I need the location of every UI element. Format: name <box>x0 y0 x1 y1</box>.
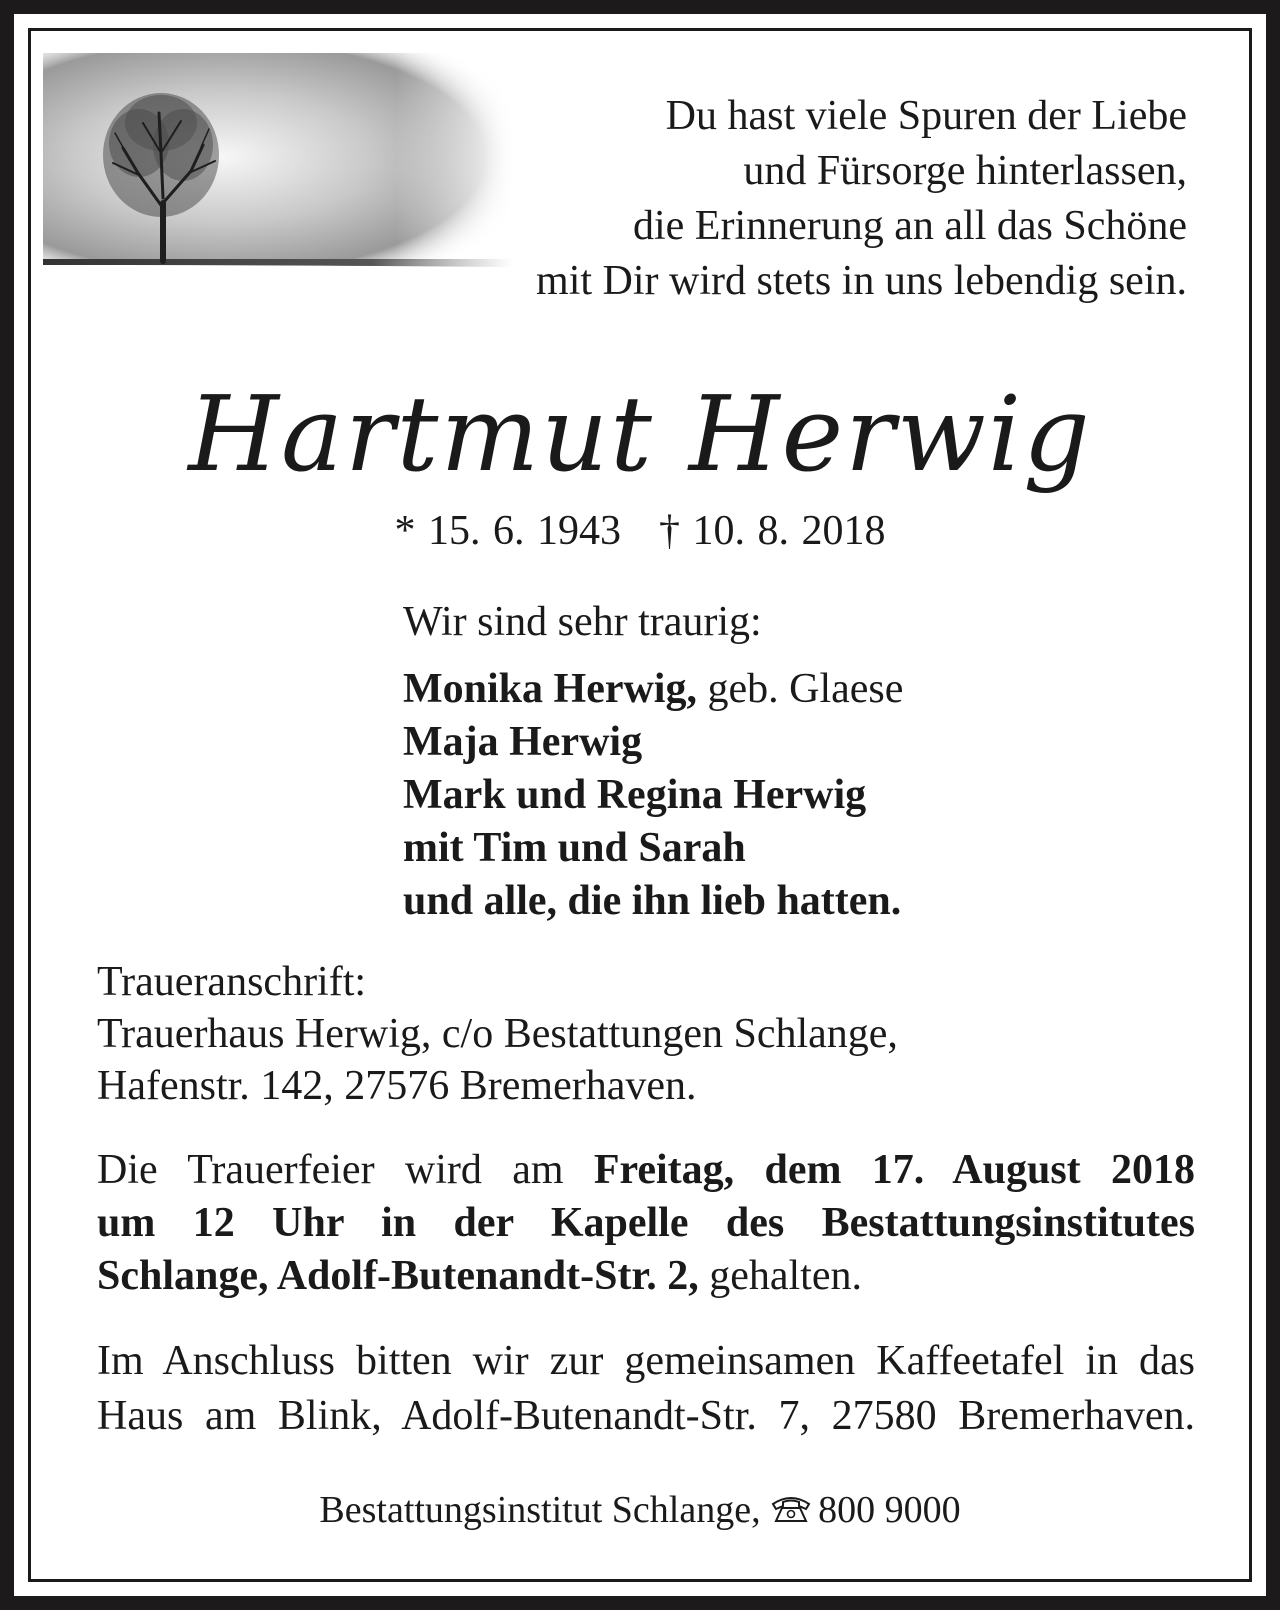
memorial-verse <box>536 89 1187 309</box>
mourning-address <box>97 956 898 1112</box>
funeral-home-footer <box>31 1486 1249 1534</box>
ceremony-line: Die Trauerfeier wird am Freitag, dem 17. August 2018 <box>97 1147 1195 1193</box>
verse-line: die Erinnerung an all das Schöne <box>633 203 1187 249</box>
verse-line: mit Dir wird stets in uns lebendig sein. <box>536 258 1187 304</box>
deceased-name: Hartmut Herwig <box>188 373 1092 495</box>
obituary-notice <box>14 14 1266 1596</box>
life-dates <box>31 505 1249 557</box>
telephone-icon <box>770 1494 812 1524</box>
birth-date: * 15. 6. 1943 <box>394 508 621 554</box>
mourner-line: und alle, die ihn lieb hatten. <box>403 878 902 924</box>
ceremony-line: um 12 Uhr in der Kapelle des Bestattungsinstitutes <box>97 1200 1195 1246</box>
mourner-line: Monika Herwig, geb. Glaese <box>403 666 904 712</box>
verse-line: und Fürsorge hinterlassen, <box>743 148 1187 194</box>
mourners-intro: Wir sind sehr traurig: <box>403 599 762 645</box>
reception-line: Im Anschluss bitten wir zur gemeinsamen Kaffeetafel in das <box>97 1338 1195 1384</box>
mourner-line: Maja Herwig <box>403 719 643 765</box>
reception-line: Haus am Blink, Adolf-Butenandt-Str. 7, 27580 Bremerhaven. <box>97 1393 1195 1439</box>
verse-line: Du hast viele Spuren der Liebe <box>665 93 1187 139</box>
address-line: Hafenstr. 142, 27576 Bremerhaven. <box>97 1063 697 1109</box>
notice-border <box>28 28 1252 1582</box>
death-date: † 10. 8. 2018 <box>659 508 886 554</box>
mourners-list <box>403 596 903 928</box>
address-label: Traueranschrift: <box>97 959 367 1005</box>
address-line: Trauerhaus Herwig, c/o Bestattungen Schlange, <box>97 1011 898 1057</box>
ceremony-line: Schlange, Adolf-Butenandt-Str. 2, gehalten. <box>97 1253 862 1299</box>
mourner-line: mit Tim und Sarah <box>403 825 746 871</box>
funeral-home-name: Bestattungsinstitut Schlange, <box>319 1489 761 1531</box>
mourner-line: Mark und Regina Herwig <box>403 772 867 818</box>
funeral-ceremony-info <box>97 1144 1195 1303</box>
funeral-home-phone: 800 9000 <box>818 1489 961 1531</box>
reception-info <box>97 1334 1195 1444</box>
tree-illustration-icon <box>43 53 513 293</box>
